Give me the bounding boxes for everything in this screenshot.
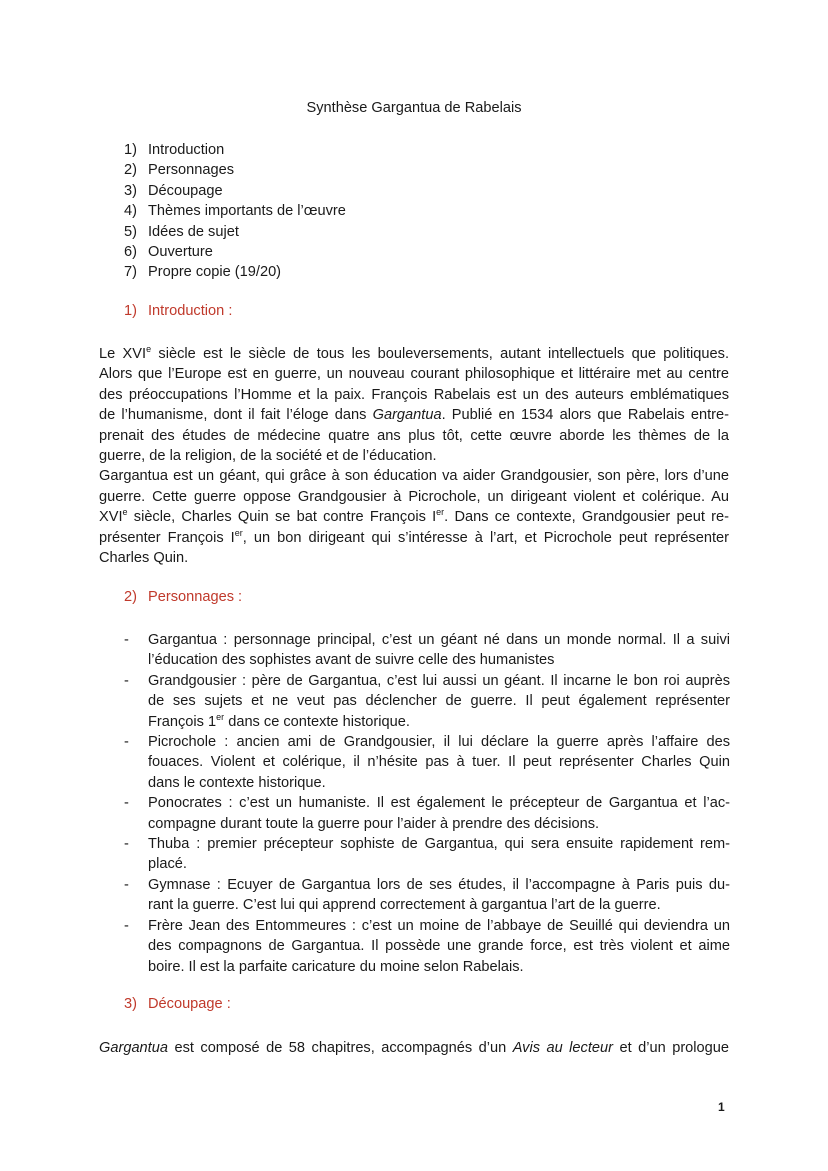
toc-item — [124, 242, 346, 262]
decoupage-paragraph — [99, 1038, 729, 1058]
toc-item — [124, 160, 346, 180]
toc-item — [124, 181, 346, 201]
toc-label: Idées de sujet — [148, 223, 239, 240]
text-line: Le XVIe siècle est le siècle de tous les bouleversements, autant intellectuels que politiques. — [99, 344, 729, 362]
list-item: - Picrochole : ancien ami de Grandgousier, il lui déclare la guerre après l’affaire des fouaces. Violent et colérique, il n’hésite pas à tuer. Il peut représenter Charles Quin dans le contexte historique. — [124, 732, 730, 793]
bullet-dash: - — [124, 836, 129, 853]
section-title: Découpage : — [148, 996, 231, 1012]
list-item: - Gargantua : personnage principal, c’est un géant né dans un monde normal. Il a suivi l’éducation des sophistes avant de suivre celle des humanistes — [124, 630, 730, 671]
text-line: des préoccupations l’Homme et la paix. François Rabelais est un des auteurs emblématiques — [99, 386, 729, 403]
toc-label: Propre copie (19/20) — [148, 264, 282, 281]
text-line: Charles Quin. — [99, 550, 189, 567]
toc-label: Personnages — [148, 162, 235, 179]
toc-item — [124, 222, 346, 242]
bullet-dash: - — [124, 632, 129, 648]
table-of-contents — [124, 140, 346, 283]
section-heading-personnages — [124, 589, 242, 605]
list-item: - Gymnase : Ecuyer de Gargantua lors de ses études, il l’accompagne à Paris puis du- rant la guerre. C’est lui qui apprend correctement à gargantua l’art de la guerre. — [124, 875, 730, 916]
bullet-dash: - — [124, 917, 129, 934]
toc-number: 6) — [124, 244, 137, 261]
document-title: Synthèse Gargantua de Rabelais — [306, 100, 522, 116]
text-line: XVIe siècle, Charles Quin se bat contre François Ier. Dans ce contexte, Grandgousier peut re- — [99, 507, 729, 526]
list-item: - Frère Jean des Entommeures : c’est un moine de l’abbaye de Seuillé qui deviendra un des compagnons de Gargantua. Il possède une grande force, est très violent et aime boire. Il est la parfaite caricature du moine selon Rabelais. — [124, 916, 730, 977]
list-item: - Ponocrates : c’est un humaniste. Il est également le précepteur de Gargantua et l’ac- compagne durant toute la guerre pour l’aider à prendre des décisions. — [124, 793, 730, 834]
page-number: 1 — [718, 1100, 725, 1114]
text-line: de l’humanisme, dont il fait l’éloge dans Gargantua. Publié en 1534 alors que Rabelais entre- — [99, 407, 729, 424]
text-line: prenait des études de médecine quatre ans plus tôt, cette œuvre aborde les thèmes de la — [99, 427, 729, 444]
toc-number: 1) — [124, 142, 137, 158]
section-heading-introduction — [124, 303, 232, 319]
toc-number: 4) — [124, 203, 137, 220]
toc-label: Thèmes importants de l’œuvre — [148, 203, 346, 220]
text-line: Gargantua est un géant, qui grâce à son éducation va aider Grandgousier, son père, lors d’une — [99, 468, 729, 485]
introduction-paragraph — [99, 344, 729, 568]
section-number: 1) — [124, 303, 137, 319]
text-line: guerre, de la religion, de la société et de l’éducation. — [99, 448, 437, 465]
bullet-dash: - — [124, 734, 129, 751]
toc-number: 5) — [124, 223, 137, 240]
character-list — [124, 630, 730, 977]
list-item: - Thuba : premier précepteur sophiste de Gargantua, qui sera ensuite rapidement rem- placé. — [124, 834, 730, 875]
toc-label: Ouverture — [148, 244, 213, 261]
text-line: Alors que l’Europe est en guerre, un nouveau courant philosophique et littéraire met au centre — [99, 366, 729, 383]
section-heading-decoupage — [124, 996, 231, 1012]
bullet-dash: - — [124, 672, 129, 689]
toc-label: Découpage — [148, 182, 223, 199]
toc-item — [124, 201, 346, 221]
text-line: Gargantua est composé de 58 chapitres, accompagnés d’un Avis au lecteur et d’un prologue — [99, 1040, 730, 1056]
toc-item — [124, 262, 346, 282]
text-line: présenter François Ier, un bon dirigeant qui s’intéresse à l’art, et Picrochole peut représenter — [99, 527, 729, 546]
toc-number: 7) — [124, 264, 137, 281]
toc-label: Introduction — [148, 142, 225, 158]
section-title: Personnages : — [148, 589, 243, 605]
bullet-dash: - — [124, 876, 129, 893]
text-line: guerre. Cette guerre oppose Grandgousier à Picrochole, un dirigeant violent et colérique. Au — [99, 488, 729, 505]
section-number: 2) — [124, 589, 137, 605]
section-title: Introduction : — [148, 303, 233, 319]
section-number: 3) — [124, 996, 137, 1012]
bullet-dash: - — [124, 795, 129, 812]
toc-number: 3) — [124, 182, 137, 199]
list-item: - Grandgousier : père de Gargantua, c’est lui aussi un géant. Il incarne le bon roi auprès de ses sujets et ne veut pas déclencher de guerre. Il peut également représenter François 1er dans ce contexte historique. — [124, 671, 730, 732]
toc-number: 2) — [124, 162, 137, 179]
toc-item — [124, 140, 346, 160]
